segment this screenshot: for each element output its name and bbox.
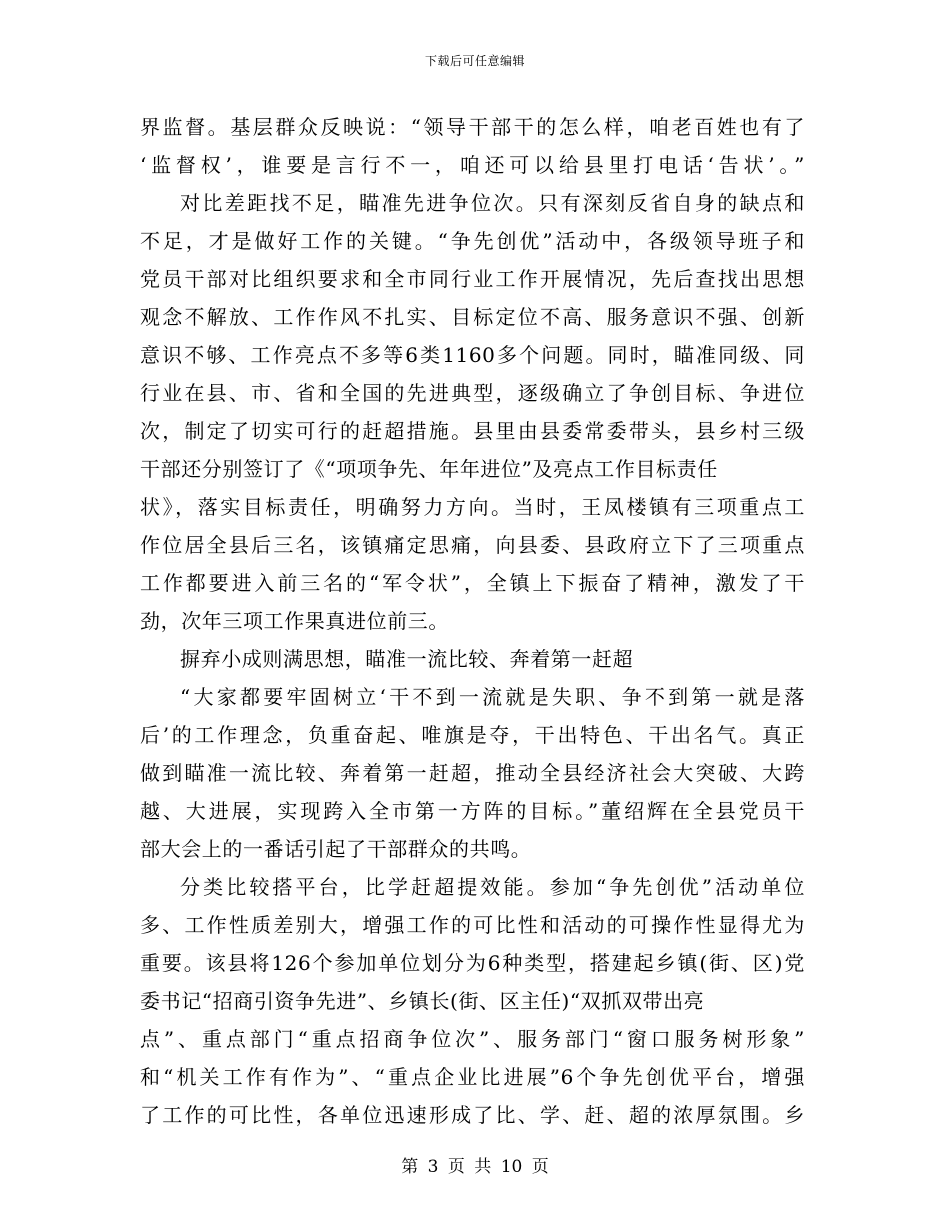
text-line: 重要。该县将126个参加单位划分为6种类型，搭建起乡镇(街、区)党 bbox=[140, 951, 805, 975]
text-line: 点”、重点部门“重点招商争位次”、服务部门“窗口服务树形象” bbox=[140, 1027, 805, 1051]
text-line: 后’的工作理念，负重奋起、唯旗是夺，干出特色、干出名气。真正 bbox=[140, 723, 805, 747]
text-line: 委书记“招商引资争先进”、乡镇长(街、区主任)“双抓双带出亮 bbox=[140, 989, 705, 1013]
paragraph-start-line: 对比差距找不足，瞄准先进争位次。只有深刻反省自身的缺点和 bbox=[180, 191, 805, 215]
text-line: 多、工作性质差别大，增强工作的可比性和活动的可操作性显得尤为 bbox=[140, 913, 805, 937]
text-line: 党员干部对比组织要求和全市同行业工作开展情况，先后查找出思想 bbox=[140, 267, 805, 291]
text-line: 工作都要进入前三名的“军令状”，全镇上下振奋了精神，激发了干 bbox=[140, 571, 805, 595]
paragraph-end-line: 部大会上的一番话引起了干部群众的共鸣。 bbox=[140, 837, 532, 861]
paragraph-start-line: 分类比较搭平台，比学赶超提效能。参加“争先创优”活动单位 bbox=[180, 875, 805, 899]
text-line: 行业在县、市、省和全国的先进典型，逐级确立了争创目标、争进位 bbox=[140, 381, 805, 405]
text-line: 不足，才是做好工作的关键。“争先创优”活动中，各级领导班子和 bbox=[140, 229, 805, 253]
text-line: 观念不解放、工作作风不扎实、目标定位不高、服务意识不强、创新 bbox=[140, 305, 805, 329]
paragraph-end-line: 劲，次年三项工作果真进位前三。 bbox=[140, 609, 449, 633]
text-line: 界监督。基层群众反映说：“领导干部干的怎么样，咱老百姓也有了 bbox=[140, 115, 805, 139]
text-line: 作位居全县后三名，该镇痛定思痛，向县委、县政府立下了三项重点 bbox=[140, 533, 805, 557]
text-line: 状》，落实目标责任，明确努力方向。当时，王凤楼镇有三项重点工 bbox=[140, 495, 805, 519]
section-heading: 摒弃小成则满思想，瞄准一流比较、奔着第一赶超 bbox=[180, 647, 634, 671]
text-line: 和“机关工作有作为”、“重点企业比进展”6个争先创优平台，增强 bbox=[140, 1065, 805, 1089]
page-footer: 第 3 页 共 10 页 bbox=[401, 1157, 549, 1177]
body-text bbox=[140, 108, 805, 1134]
text-line: 干部还分别签订了《“项项争先、年年进位”及亮点工作目标责任 bbox=[140, 457, 718, 481]
text-line: ‘监督权’，谁要是言行不一，咱还可以给县里打电话‘告状’。” bbox=[140, 153, 805, 177]
text-line: 次，制定了切实可行的赶超措施。县里由县委常委带头，县乡村三级 bbox=[140, 419, 805, 443]
text-line: 越、大进展，实现跨入全市第一方阵的目标。”董绍辉在全县党员干 bbox=[140, 799, 805, 823]
paragraph-start-line: “大家都要牢固树立‘干不到一流就是失职、争不到第一就是落 bbox=[180, 685, 805, 709]
page-header: 下载后可任意编辑 bbox=[424, 54, 525, 68]
text-line: 意识不够、工作亮点不多等6类1160多个问题。同时，瞄准同级、同 bbox=[140, 343, 805, 367]
text-line: 做到瞄准一流比较、奔着第一赶超，推动全县经济社会大突破、大跨 bbox=[140, 761, 805, 785]
text-line: 了工作的可比性，各单位迅速形成了比、学、赶、超的浓厚氛围。乡 bbox=[140, 1103, 805, 1127]
